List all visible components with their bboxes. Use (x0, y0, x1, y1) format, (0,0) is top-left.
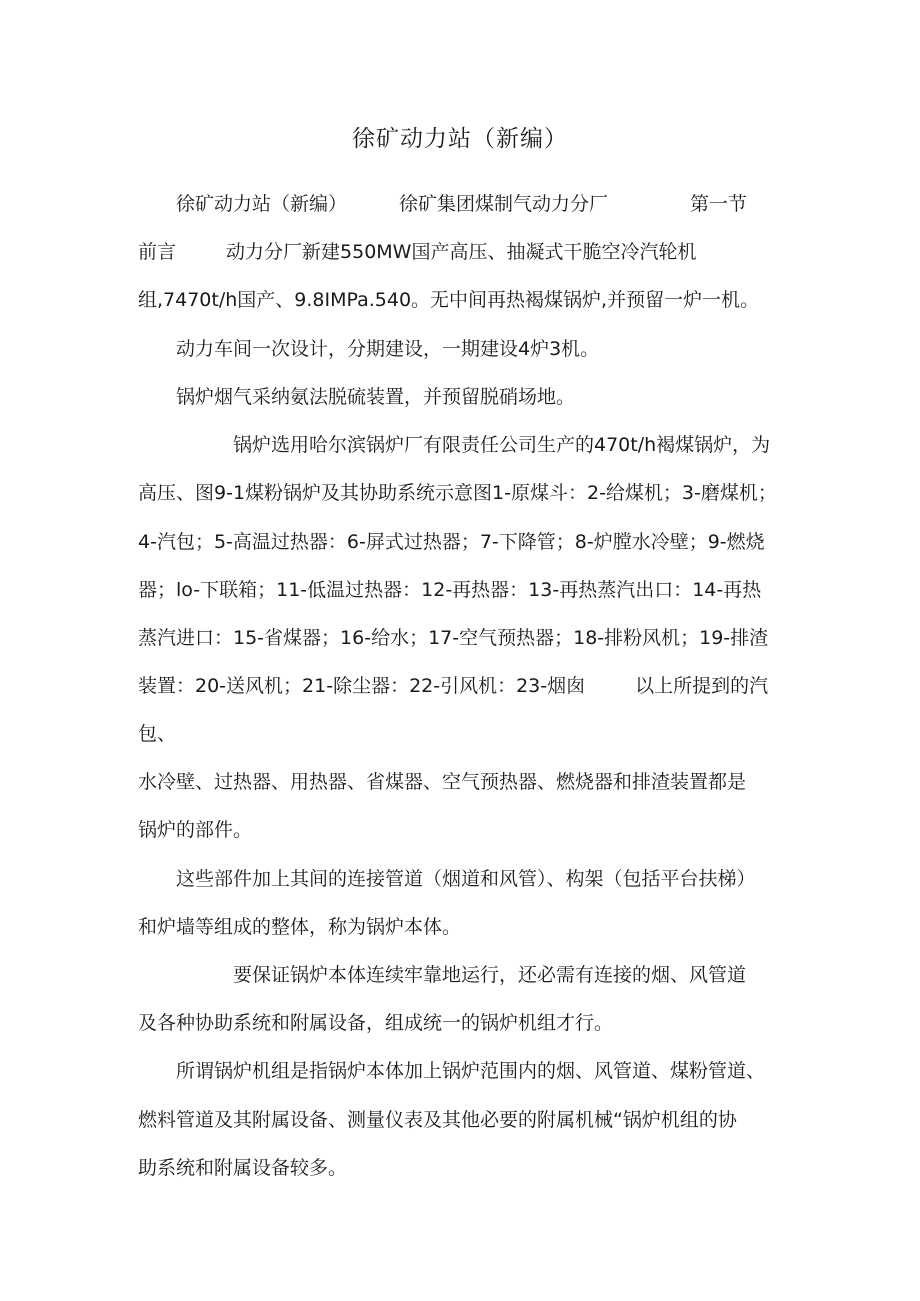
paragraph-line: 蒸汽进口：15-省煤器；16-给水；17-空气预热器；18-排粉风机；19-排渣 (138, 627, 769, 649)
paragraph-line (138, 674, 768, 698)
line-segment: 第一节 (690, 193, 748, 215)
paragraph-line (138, 240, 696, 264)
paragraph-line: 器；lo-下联箱；11-低温过热器：12-再热器：13-再热蒸汽出口：14-再热 (138, 579, 762, 601)
line-segment: 装置：20-送风机；21-除尘器：22-引风机：23-烟囱 (138, 675, 586, 697)
paragraph-line: 及各种协助系统和附属设备，组成统一的锅炉机组才行。 (138, 1012, 614, 1034)
paragraph-line: 锅炉选用哈尔滨锅炉厂有限责任公司生产的470t∕h褐煤锅炉，为 (233, 434, 771, 456)
paragraph-line: 水冷壁、过热器、用热器、省煤器、空气预热器、燃烧器和排渣装置都是 (138, 771, 747, 793)
document-title: 徐矿动力站（新编） (352, 126, 568, 152)
paragraph-line: 组,7470t∕h国产、9.8IMPa.540。无中间再热褐煤锅炉,并预留一炉一机。 (138, 289, 760, 311)
paragraph-line: 助系统和附属设备较多。 (138, 1157, 348, 1179)
paragraph-line: 这些部件加上其间的连接管道（烟道和风管）、构架（包括平台扶梯） (176, 868, 756, 890)
paragraph-line: 锅炉的部件。 (138, 819, 253, 841)
line-segment: 以上所提到的汽 (635, 675, 769, 697)
paragraph-line: 动力车间一次设计，分期建设，一期建设4炉3机。 (176, 338, 600, 360)
paragraph-line: 包、 (138, 723, 177, 745)
line-segment: 前言 (138, 241, 177, 263)
paragraph-line: 4-汽包；5-高温过热器：6-屏式过热器；7-下降管；8-炉膛水冷壁；9-燃烧 (138, 531, 765, 553)
paragraph-line: 所谓锅炉机组是指锅炉本体加上锅炉范围内的烟、风管道、煤粉管道、 (176, 1060, 766, 1082)
line-segment: 徐矿集团煤制气动力分厂 (399, 193, 609, 215)
paragraph-line: 锅炉烟气采纳氨法脱硫装置，并预留脱硝场地。 (176, 386, 576, 408)
paragraph-line: 高压、图9-1煤粉锅炉及其协助系统示意图1-原煤斗：2-给煤机；3-磨煤机； (138, 482, 777, 504)
paragraph-line: 和炉墙等组成的整体，称为锅炉本体。 (138, 916, 462, 938)
line-segment: 徐矿动力站（新编） (176, 193, 348, 215)
paragraph-line: 要保证锅炉本体连续牢靠地运行，还必需有连接的烟、风管道 (233, 964, 747, 986)
paragraph-line: 燃料管道及其附属设备、测量仪表及其他必要的附属机械“锅炉机组的协 (138, 1109, 737, 1131)
paragraph-line (176, 192, 747, 216)
line-segment: 动力分厂新建550MW国产高压、抽凝式干脆空冷汽轮机 (226, 241, 697, 263)
